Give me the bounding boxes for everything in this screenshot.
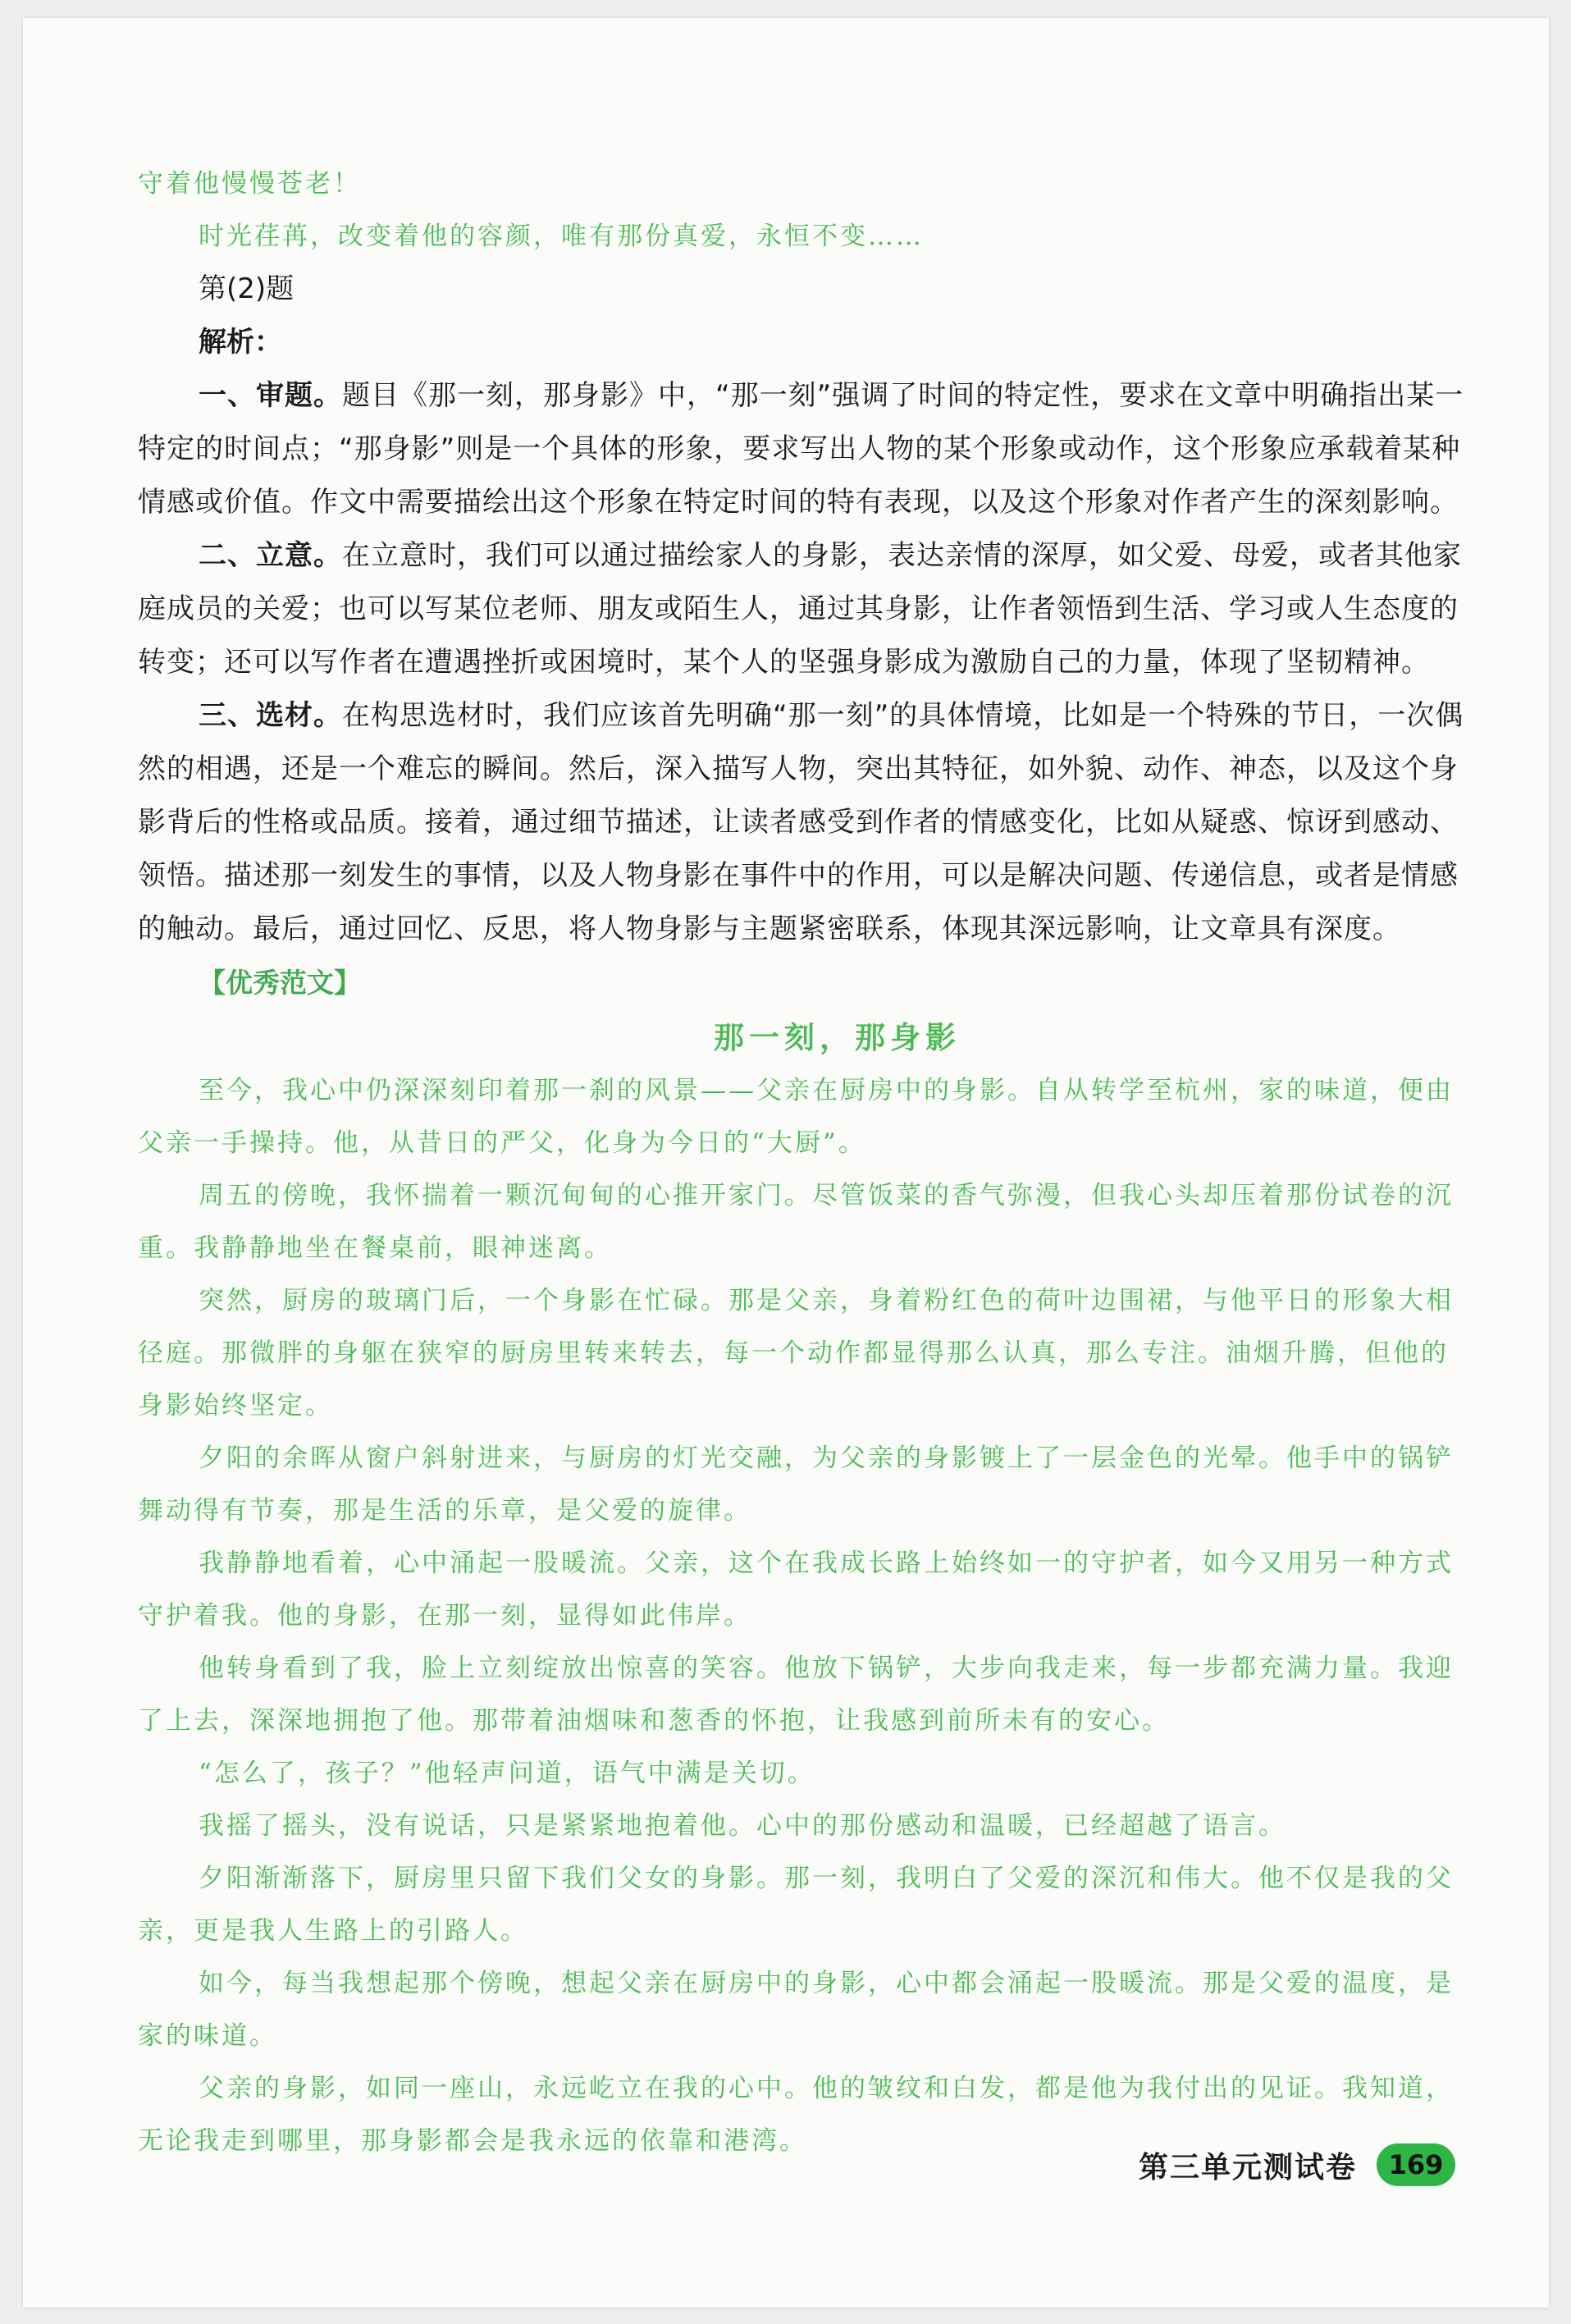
section-title: 第三单元测试卷 — [1138, 2150, 1357, 2184]
essay-paragraph: 夕阳的余晖从窗户斜射进来，与厨房的灯光交融，为父亲的身影镀上了一层金色的光晕。他手中的锅铲舞动得有节奏，那是生活的乐章，是父爱的旋律。 — [138, 1443, 1454, 1526]
analysis-heading: 一、审题。 — [199, 379, 342, 412]
page-number-badge: 169 — [1377, 2143, 1455, 2186]
analysis-paragraph-theme — [138, 529, 1471, 689]
analysis-heading: 二、立意。 — [199, 539, 342, 572]
essay-paragraph: 我摇了摇头，没有说话，只是紧紧地抱着他。心中的那份感动和温暖，已经超越了语言。 — [199, 1811, 1286, 1841]
analysis-text: 题目《那一刻，那身影》中，“那一刻”强调了时间的特定性，要求在文章中明确指出某一特定的时间点；“那身影”则是一个具体的形象，要求写出人物的某个形象或动作，这个形象应承载着某种情感或价值。作文中需要描绘出这个形象在特定时间的特有表现，以及这个形象对作者产生的深刻影响。 — [138, 379, 1464, 519]
essay-paragraph: 周五的傍晚，我怀揣着一颗沉甸甸的心推开家门。尽管饭菜的香气弥漫，但我心头却压着那份试卷的沉重。我静静地坐在餐桌前，眼神迷离。 — [138, 1181, 1454, 1263]
document-page — [23, 18, 1549, 2308]
essay-paragraph: 至今，我心中仍深深刻印着那一刹的风景——父亲在厨房中的身影。自从转学至杭州，家的味道，便由父亲一手操持。他，从昔日的严父，化身为今日的“大厨”。 — [138, 1076, 1454, 1158]
essay-tag: 【优秀范文】 — [199, 967, 361, 999]
continued-line: 守着他慢慢苍老！ — [138, 169, 361, 199]
analysis-paragraph-review — [138, 369, 1471, 529]
analysis-paragraph-material — [138, 689, 1471, 956]
question-label: 第(2)题 — [199, 272, 295, 305]
essay-paragraph: 突然，厨房的玻璃门后，一个身影在忙碌。那是父亲，身着粉红色的荷叶边围裙，与他平日的形象大相径庭。那微胖的身躯在狭窄的厨房里转来转去，每一个动作都显得那么认真，那么专注。油烟升腾，但他的身影始终坚定。 — [138, 1286, 1454, 1420]
analysis-heading: 三、选材。 — [199, 699, 342, 732]
continued-line: 时光荏苒，改变着他的容颜，唯有那份真爱，永恒不变…… — [199, 222, 924, 251]
analysis-text: 在立意时，我们可以通过描绘家人的身影，表达亲情的深厚，如父爱、母爱，或者其他家庭成员的关爱；也可以写某位老师、朋友或陌生人，通过其身影，让作者领悟到生活、学习或人生态度的转变；还可以写作者在遭遇挫折或困境时，某个人的坚强身影成为激励自己的力量，体现了坚韧精神。 — [138, 539, 1462, 679]
analysis-label: 解析： — [199, 326, 282, 359]
essay-paragraph: 他转身看到了我，脸上立刻绽放出惊喜的笑容。他放下锅铲，大步向我走来，每一步都充满力量。我迎了上去，深深地拥抱了他。那带着油烟味和葱香的怀抱，让我感到前所未有的安心。 — [138, 1654, 1454, 1736]
essay-paragraph: 夕阳渐渐落下，厨房里只留下我们父女的身影。那一刻，我明白了父爱的深沉和伟大。他不仅是我的父亲，更是我人生路上的引路人。 — [138, 1864, 1454, 1946]
essay-paragraph: 我静静地看着，心中涌起一股暖流。父亲，这个在我成长路上始终如一的守护者，如今又用另一种方式守护着我。他的身影，在那一刻，显得如此伟岸。 — [138, 1549, 1454, 1631]
page-content — [138, 158, 1471, 2167]
essay-paragraph: 父亲的身影，如同一座山，永远屹立在我的心中。他的皱纹和白发，都是他为我付出的见证。我知道，无论我走到哪里，那身影都会是我永远的依靠和港湾。 — [138, 2074, 1454, 2156]
essay-paragraph: 如今，每当我想起那个傍晚，想起父亲在厨房中的身影，心中都会涌起一股暖流。那是父爱的温度，是家的味道。 — [138, 1969, 1454, 2051]
essay-title: 那一刻，那身影 — [714, 1019, 961, 1055]
page-footer — [1139, 2143, 1455, 2186]
analysis-text: 在构思选材时，我们应该首先明确“那一刻”的具体情境，比如是一个特殊的节日，一次偶然的相遇，还是一个难忘的瞬间。然后，深入描写人物，突出其特征，如外貌、动作、神态，以及这个身影背后的性格或品质。接着，通过细节描述，让读者感受到作者的情感变化，比如从疑惑、惊讶到感动、领悟。描述那一刻发生的事情，以及人物身影在事件中的作用，可以是解决问题、传递信息，或者是情感的触动。最后，通过回忆、反思，将人物身影与主题紧密联系，体现其深远影响，让文章具有深度。 — [138, 699, 1464, 945]
essay-paragraph: “怎么了，孩子？”他轻声问道，语气中满是关切。 — [199, 1759, 815, 1788]
